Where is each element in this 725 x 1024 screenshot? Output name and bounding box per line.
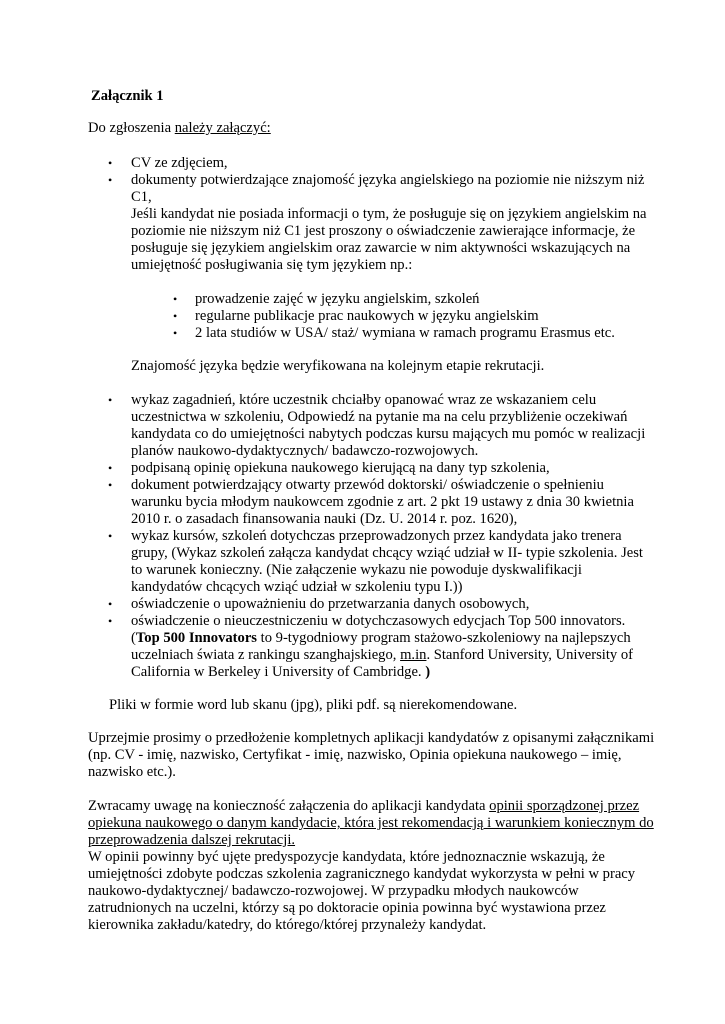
bullet-marker bbox=[108, 392, 112, 409]
list-item-issues: wykaz zagadnień, które uczestnik chciałby opanować wraz ze wskazaniem celu bbox=[131, 392, 597, 408]
bullet-marker bbox=[173, 308, 177, 325]
lang-note-line: Jeśli kandydat nie posiada informacji o tym, że posługuje się on językiem angielskim na bbox=[131, 206, 647, 222]
final-line: zatrudnionych na uczelni, którzy są po doktoracie opinia powinna być wystawiona przez bbox=[88, 900, 606, 916]
list-item-issues: kandydata co do umiejętności nabytych podczas kursu mających mu pomóc w realizacji bbox=[131, 426, 646, 442]
top500-name: Top 500 Innovators bbox=[135, 630, 257, 646]
final-line: W opinii powinny być ujęte predyspozycje kandydata, które jednoznacznie wskazują, że bbox=[88, 849, 605, 865]
top500-text: California w Berkeley i University of Cambridge. bbox=[131, 664, 426, 680]
sub-list-item: prowadzenie zajęć w języku angielskim, szkoleń bbox=[195, 291, 480, 307]
list-item-top500 bbox=[131, 664, 430, 681]
request-line: nazwisko etc.). bbox=[88, 764, 176, 780]
list-item-courses: wykaz kursów, szkoleń dotychczas przeprowadzonych przez kandydata jako trenera bbox=[131, 528, 622, 544]
intro-underlined: należy załączyć: bbox=[174, 120, 271, 136]
list-item-cv: CV ze zdjęciem, bbox=[131, 155, 228, 171]
top500-paren: ( bbox=[131, 630, 136, 646]
list-item-doctorate: dokument potwierdzający otwarty przewód doktorski/ oświadczenie o spełnieniu bbox=[131, 477, 604, 493]
bullet-marker bbox=[108, 155, 112, 172]
final-line: naukowo-dydaktycznej/ badawczo-rozwojowej. W przypadku młodych naukowców bbox=[88, 883, 579, 899]
document-title: Załącznik 1 bbox=[91, 88, 164, 104]
request-line: Uprzejmie prosimy o przedłożenie kompletnych aplikacji kandydatów z opisanymi załącznikami bbox=[88, 730, 655, 746]
attention-line: przeprowadzenia dalszej rekrutacji. bbox=[88, 832, 296, 848]
list-item-lang-doc: dokumenty potwierdzające znajomość języka angielskiego na poziomie nie niższym niż bbox=[131, 172, 645, 188]
list-item-top500: oświadczenie o nieuczestniczeniu w dotychczasowych edycjach Top 500 innovators. bbox=[131, 613, 626, 629]
list-item-issues: uczestnictwa w szkoleniu, Odpowiedź na pytanie ma na celu przybliżenie oczekiwań bbox=[131, 409, 628, 425]
list-item-data-consent: oświadczenie o upoważnieniu do przetwarzania danych osobowych, bbox=[131, 596, 530, 612]
list-item-lang-doc: C1, bbox=[131, 189, 152, 205]
attention-line: opiekuna naukowego o danym kandydacie, która jest rekomendacją i warunkiem koniecznym do bbox=[88, 815, 654, 831]
bullet-marker bbox=[173, 291, 177, 308]
sub-list-item: regularne publikacje prac naukowych w języku angielskim bbox=[195, 308, 539, 324]
attention-text: Zwracamy uwagę na konieczność załączenia do aplikacji kandydata bbox=[88, 798, 490, 814]
sub-list-item: 2 lata studiów w USA/ staż/ wymiana w ramach programu Erasmus etc. bbox=[195, 325, 615, 341]
top500-text: uczelniach świata z rankingu szanghajskiego, bbox=[131, 647, 401, 663]
list-item-courses: grupy, (Wykaz szkoleń załącza kandydat chcący wziąć udział w II- typie szkolenia. Jest bbox=[131, 545, 643, 561]
bullet-marker bbox=[108, 172, 112, 189]
top500-close-paren: ) bbox=[425, 664, 431, 680]
list-item-top500 bbox=[131, 630, 631, 647]
lang-note-line: posługuje się językiem angielskim oraz zawarcie w nim aktywności wskazujących na bbox=[131, 240, 631, 256]
list-item-courses: kandydatów chcących wziąć udział w szkoleniu typu I.)) bbox=[131, 579, 463, 595]
list-item-opinion: podpisaną opinię opiekuna naukowego kierującą na dany typ szkolenia, bbox=[131, 460, 550, 476]
list-item-courses: to warunek konieczny. (Nie załączenie wykazu nie powoduje dyskwalifikacji bbox=[131, 562, 582, 578]
final-line: umiejętności zdobyte podczas szkolenia zagranicznego kandydat wykorzysta w pełni w pracy bbox=[88, 866, 636, 882]
intro-line bbox=[88, 120, 271, 137]
list-item-issues: planów naukowo-dydaktycznych/ badawczo-rozwojowych. bbox=[131, 443, 479, 459]
attention-underlined: opinii sporządzonej przez bbox=[489, 798, 640, 814]
bullet-marker bbox=[108, 477, 112, 494]
intro-text: Do zgłoszenia bbox=[88, 120, 175, 136]
bullet-marker bbox=[108, 460, 112, 477]
list-item-doctorate: 2010 r. o zasadach finansowania nauki (Dz. U. 2014 r. poz. 1620), bbox=[131, 511, 518, 527]
lang-note-line: poziomie nie niższym niż C1 jest proszony o oświadczenie zawierające informacje, że bbox=[131, 223, 636, 239]
final-line: kierownika zakładu/katedry, do którego/której przynależy kandydat. bbox=[88, 917, 487, 933]
bullet-marker bbox=[173, 325, 177, 342]
bullet-marker bbox=[108, 596, 112, 613]
request-line: (np. CV - imię, nazwisko, Certyfikat - imię, nazwisko, Opinia opiekuna naukowego – imię, bbox=[88, 747, 622, 763]
lang-note-line: umiejętność posługiwania się tym językiem np.: bbox=[131, 257, 413, 273]
top500-desc: to 9-tygodniowy program stażowo-szkoleniowy na najlepszych bbox=[257, 630, 631, 646]
list-item-doctorate: warunku bycia młodym naukowcem zgodnie z art. 2 pkt 19 ustawy z dnia 30 kwietnia bbox=[131, 494, 634, 510]
files-note: Pliki w formie word lub skanu (jpg), pliki pdf. są nierekomendowane. bbox=[109, 697, 518, 713]
bullet-marker bbox=[108, 528, 112, 545]
attention-line bbox=[88, 798, 639, 815]
list-item-top500 bbox=[131, 647, 633, 664]
verification-note: Znajomość języka będzie weryfikowana na kolejnym etapie rekrutacji. bbox=[131, 358, 545, 374]
top500-text: . Stanford University, University of bbox=[426, 647, 634, 663]
bullet-marker bbox=[108, 613, 112, 630]
top500-abbrev: m.in bbox=[400, 647, 427, 663]
